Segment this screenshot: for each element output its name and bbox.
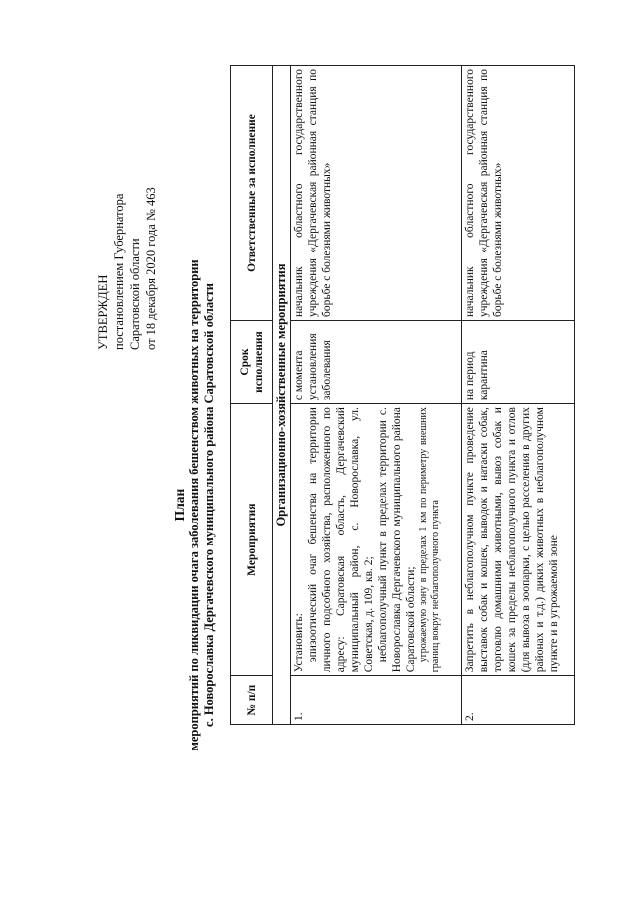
- table-row: [291, 66, 462, 725]
- row-term: с момента установления заболевания: [291, 321, 462, 404]
- measure-paragraph: эпизоотический очаг бешенства на территории личного подсобного хозяйства, расположенного по адресу: Саратовская область, Дергачевский муниципальный район, с. Новорославка, ул. Советская, д. 109, кв. 2;: [307, 407, 375, 673]
- table-row: [462, 66, 575, 725]
- approval-stamp: [95, 187, 159, 350]
- header-responsible: Ответственные за исполнение: [231, 66, 273, 321]
- row-responsible: начальник областного государственного учреждения «Дергачевская районная станция по борьбе с болезнями животных»: [462, 66, 575, 321]
- title-line: План: [172, 488, 187, 522]
- measure-paragraph: Запретить в неблагополучном пункте проведение выставок собак и кошек, выводок и натаски собак, торговлю домашними животными, вывоз собак и кошек за пределы неблагополучного пункта и отлов (для вывоза в зоопарки, с целью расселения в других районах и т.д.) диких животных в неблагополучном пункте и в угрожаемой зоне: [464, 407, 561, 673]
- section-row: [273, 66, 291, 725]
- header-num: № п/п: [231, 676, 273, 725]
- row-num: 2.: [462, 676, 575, 725]
- table-header-row: [231, 66, 273, 725]
- row-num: 1.: [291, 676, 462, 725]
- approval-line: постановлением Губернатора: [112, 193, 126, 350]
- row-measure: [291, 404, 462, 676]
- approval-line: от 18 декабря 2020 года № 463: [144, 187, 158, 350]
- row-responsible: начальник областного государственного учреждения «Дергачевская районная станция по борьбе с болезнями животных»: [291, 66, 462, 321]
- row-term: на период карантина: [462, 321, 575, 404]
- title-line: с. Новорославка Дергачевского муниципального района Саратовской области: [202, 283, 216, 727]
- section-title: Организационно-хозяйственные мероприятия: [273, 66, 291, 725]
- measure-lead: Установить:: [293, 613, 305, 673]
- approval-line: УТВЕРЖДЕН: [96, 274, 110, 350]
- measure-paragraph: неблагополучный пункт в пределах территории с. Новорославка Дергачевского муниципального района Саратовской области;: [377, 407, 417, 673]
- title-line: мероприятий по ликвидации очага заболевания бешенством животных на территории: [187, 259, 201, 751]
- approval-line: Саратовской области: [128, 238, 142, 350]
- measures-table: [230, 65, 575, 725]
- measure-paragraph: угрожаемую зону в пределах 1 км по периметру внешних границ вокруг неблагополучного пункта: [418, 407, 441, 673]
- header-term: Срок исполнения: [231, 321, 273, 404]
- document-title: [172, 235, 217, 775]
- row-measure: [462, 404, 575, 676]
- header-measures: Мероприятия: [231, 404, 273, 676]
